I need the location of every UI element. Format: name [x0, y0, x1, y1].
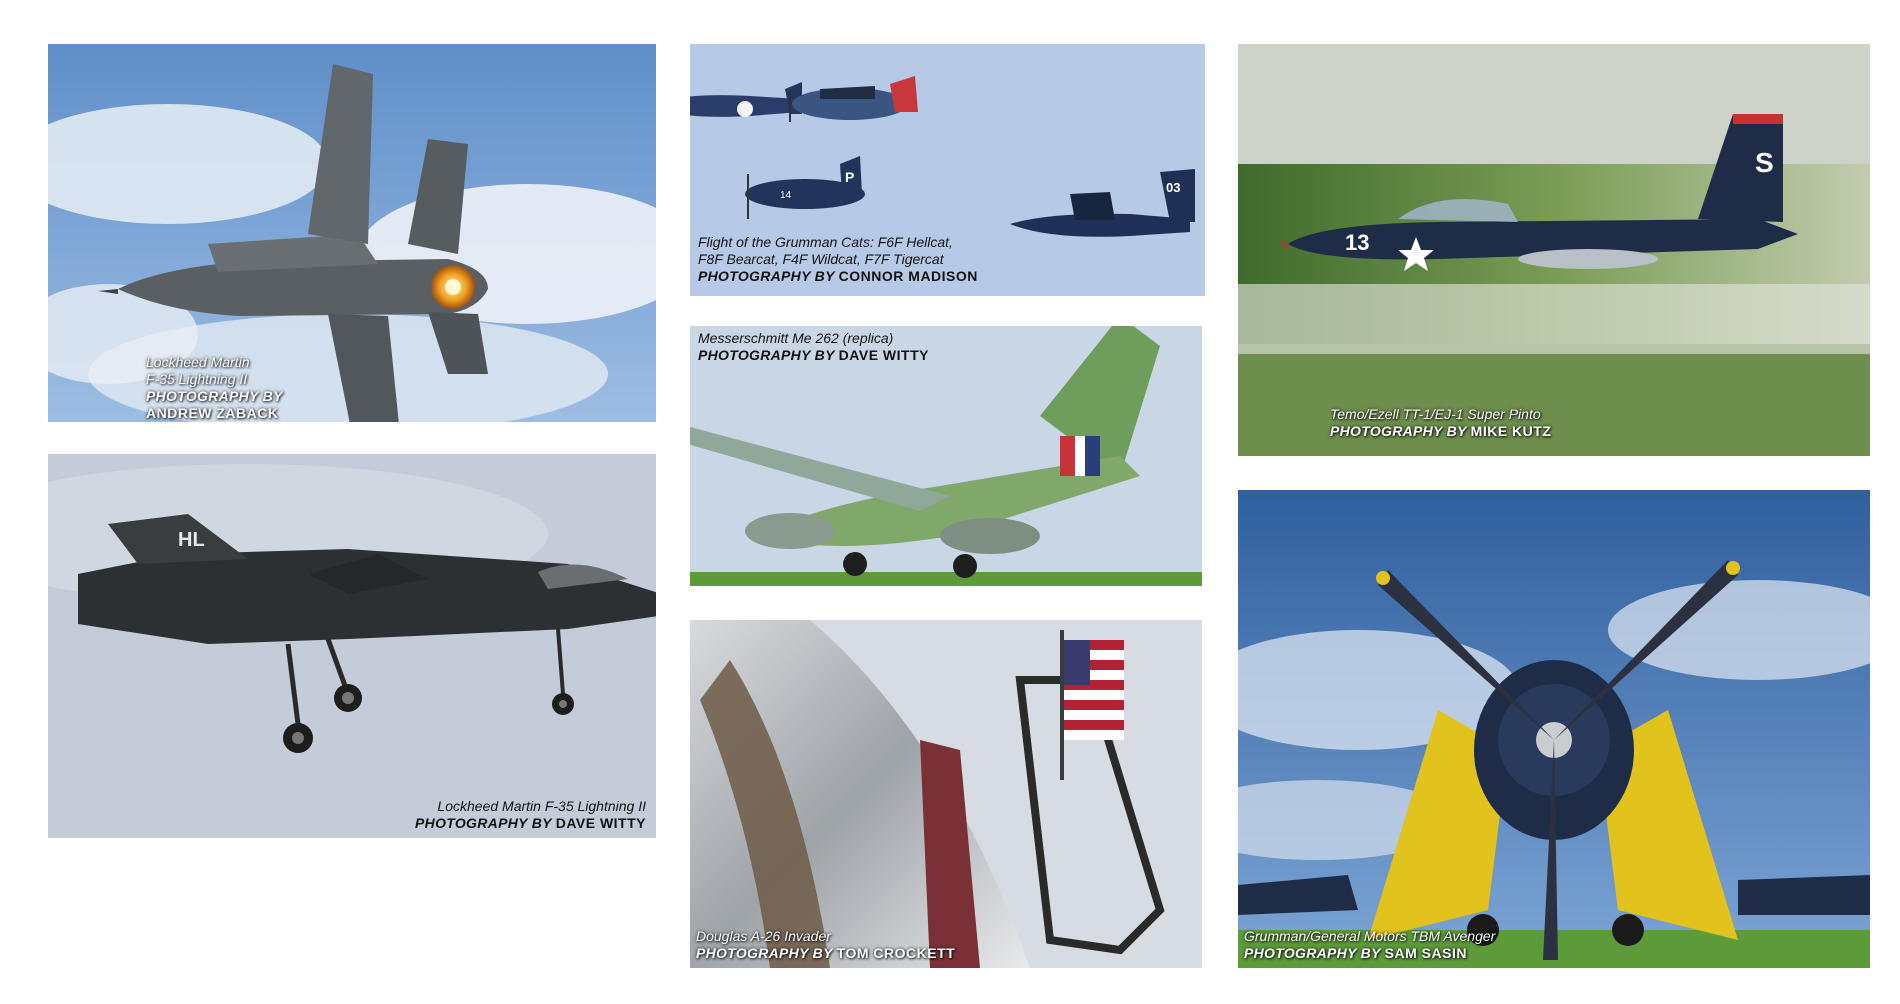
caption-credit-prefix: PHOTOGRAPHY BY — [415, 815, 552, 832]
super-pinto-caption — [1330, 406, 1551, 440]
f35-hover-image — [48, 454, 656, 838]
caption-credit-prefix: PHOTOGRAPHY BY — [698, 268, 835, 285]
super-pinto-image — [1238, 44, 1870, 456]
caption-photographer: SAM SASIN — [1384, 945, 1467, 962]
caption-title: Douglas A-26 Invader — [696, 928, 831, 944]
photo-tbm-avenger — [1238, 490, 1870, 968]
tigercat-tail-number: 03 — [1166, 180, 1181, 195]
caption-title: Grumman/General Motors TBM Avenger — [1244, 928, 1496, 944]
caption-credit-prefix: PHOTOGRAPHY BY — [698, 347, 835, 364]
f35-topview-caption — [146, 354, 283, 422]
pinto-tail-letter: S — [1755, 147, 1774, 178]
caption-title-line2: F8F Bearcat, F4F Wildcat, F7F Tigercat — [698, 251, 944, 268]
caption-credit-prefix: PHOTOGRAPHY BY — [146, 388, 283, 405]
caption-credit — [696, 945, 955, 962]
photo-f35-topview — [48, 44, 656, 422]
caption-credit — [698, 347, 929, 364]
caption-photographer: TOM CROCKETT — [836, 945, 956, 962]
caption-title: Lockheed Martin F-35 Lightning II — [437, 798, 646, 814]
f35-tail-code: HL — [178, 529, 205, 551]
caption-credit — [415, 815, 646, 832]
photo-me262 — [690, 326, 1202, 586]
caption-credit — [1330, 423, 1551, 440]
grumman-cats-caption — [698, 234, 978, 285]
caption-title: Temo/Ezell TT-1/EJ-1 Super Pinto — [1330, 406, 1541, 422]
caption-title: Messerschmitt Me 262 (replica) — [698, 330, 894, 346]
f35-hover-caption — [415, 798, 646, 832]
photo-a26-invader — [690, 620, 1202, 968]
caption-credit-prefix: PHOTOGRAPHY BY — [1330, 423, 1467, 440]
me262-image — [690, 326, 1202, 586]
caption-photographer: ANDREW ZABACK — [146, 405, 279, 422]
caption-credit — [698, 268, 978, 285]
caption-credit-prefix: PHOTOGRAPHY BY — [1244, 945, 1381, 962]
bearcat-tail-letter: P — [845, 169, 855, 185]
photo-super-pinto — [1238, 44, 1870, 456]
caption-title-line1: Flight of the Grumman Cats: F6F Hellcat, — [698, 234, 953, 250]
us-flag — [1064, 640, 1124, 740]
caption-photographer: DAVE WITTY — [555, 815, 646, 832]
caption-photographer: CONNOR MADISON — [838, 268, 978, 285]
tbm-avenger-image — [1238, 490, 1870, 968]
a26-invader-image — [690, 620, 1202, 968]
caption-photographer: DAVE WITTY — [838, 347, 929, 364]
tbm-caption — [1244, 928, 1495, 962]
photo-f35-hover — [48, 454, 656, 838]
a26-caption — [696, 928, 955, 962]
photo-grumman-cats — [690, 44, 1205, 296]
me262-caption — [698, 330, 929, 364]
caption-title-line1: Lockheed Martin — [146, 354, 250, 370]
pinto-nose-number: 13 — [1345, 230, 1370, 255]
bearcat-number: 14 — [780, 190, 792, 201]
f35-topview-image — [48, 44, 656, 422]
caption-credit — [1244, 945, 1495, 962]
caption-title-line2: F-35 Lightning II — [146, 371, 248, 388]
caption-credit-prefix: PHOTOGRAPHY BY — [696, 945, 833, 962]
caption-photographer: MIKE KUTZ — [1470, 423, 1552, 440]
